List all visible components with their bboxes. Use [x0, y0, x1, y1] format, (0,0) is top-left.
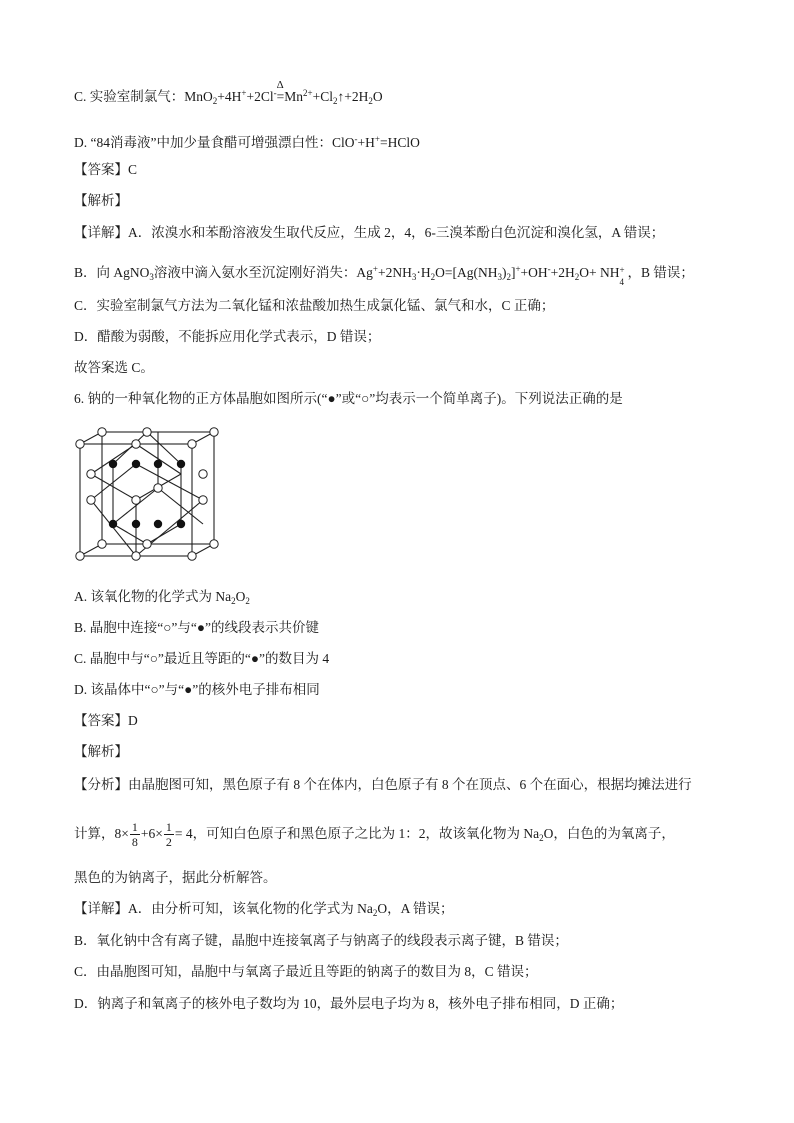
ammonium-indices	[619, 265, 628, 287]
q5-option-d-text: D. “84消毒液”中加少量食醋可增强漂白性：ClO	[74, 135, 355, 150]
eq-term: O	[372, 89, 383, 104]
q5-conclusion: 故答案选 C。	[74, 360, 154, 375]
q5-option-d	[74, 130, 420, 152]
numerator: 1	[165, 820, 172, 835]
q5-answer	[74, 161, 137, 179]
q6-detail-b: B．氧化钠中含有离子键，晶胞中连接氧离子与钠离子的线段表示离子键，B 错误；	[74, 933, 568, 948]
text: 【详解】A．由分析可知，该氧化物的化学式为 Na	[74, 901, 373, 916]
text: O=[Ag(NH	[435, 265, 498, 280]
q6-analysis-label: 【解析】	[74, 744, 128, 759]
subscript: 2	[372, 908, 378, 918]
delta-symbol: Δ	[276, 79, 284, 91]
superscript: -	[547, 264, 551, 274]
subscript: 2	[231, 596, 236, 606]
subscript: 2	[574, 272, 580, 282]
crystal-lattice-diagram	[74, 424, 224, 574]
subscript: 4	[619, 277, 625, 287]
denominator: 8	[131, 835, 138, 850]
text: O+ NH	[579, 265, 620, 280]
answer-value: C	[128, 162, 138, 177]
text: = 4，可知白色原子和黑色原子之比为 1：2，故该氧化物为 Na	[174, 826, 540, 841]
lattice-edges	[80, 432, 214, 556]
q6-analysis-2	[74, 820, 675, 852]
answer-label: 【答案】	[74, 162, 128, 177]
q6-detail-d: D．钠离子和氧离子的核外电子数均为 10，最外层电子均为 8，核外电子排布相同，D 正确；	[74, 996, 624, 1011]
subscript: 3	[149, 272, 154, 282]
text: 计算，8×	[74, 826, 129, 841]
subscript: 3	[497, 272, 502, 282]
text: +6×	[140, 826, 163, 841]
subscript: 2	[212, 96, 218, 106]
superscript: -	[273, 88, 277, 98]
text: +OH	[520, 265, 548, 280]
eq-term: +H	[357, 135, 375, 150]
q6-option-a	[74, 588, 250, 610]
text: )	[501, 265, 507, 280]
text: B．向 AgNO	[74, 265, 150, 280]
eq-term: +Cl	[312, 89, 333, 104]
text: O，A 错误；	[377, 901, 454, 916]
eq-term: ↑+2H	[337, 89, 369, 104]
numerator: 1	[131, 820, 138, 835]
text: A. 该氧化物的化学式为 Na	[74, 589, 232, 604]
q5-analysis-label: 【解析】	[74, 193, 128, 208]
q6-answer	[74, 712, 138, 730]
fraction-one-half	[164, 820, 174, 849]
eq-term: +2Cl	[246, 89, 274, 104]
superscript: +	[619, 265, 625, 275]
text: O	[235, 589, 246, 604]
subscript: 2	[245, 596, 250, 606]
subscript: 2	[332, 96, 338, 106]
q6-detail-a	[74, 900, 454, 922]
eq-term: MnO	[184, 89, 213, 104]
q6-option-b: B. 晶胞中连接“○”与“●”的线段表示共价键	[74, 620, 320, 635]
text: ，B 错误；	[627, 265, 694, 280]
q5-option-c-prefix: C. 实验室制氯气：	[74, 89, 185, 104]
q6-analysis-1: 【分析】由晶胞图可知，黑色原子有 8 个在体内，白色原子有 8 个在顶点、6 个在面心，根据均摊法进行	[74, 777, 692, 792]
q6-option-c: C. 晶胞中与“○”最近且等距的“●”的数目为 4	[74, 651, 330, 666]
text: 溶液中滴入氨水至沉淀刚好消失：Ag	[153, 265, 373, 280]
equals-sign: =	[276, 89, 285, 104]
superscript: -	[354, 134, 358, 144]
superscript: +	[372, 264, 378, 274]
q6-stem: 6. 钠的一种氧化物的正方体晶胞如图所示(“●”或“○”均表示一个简单离子)。下列说法正确的是	[74, 391, 623, 406]
q5-option-c	[74, 79, 383, 110]
text: +2H	[550, 265, 575, 280]
text: ]	[510, 265, 516, 280]
text: ·H	[416, 265, 431, 280]
q5-detail-c: C．实验室制氯气方法为二氧化锰和浓盐酸加热生成氯化锰、氯气和水，C 正确；	[74, 298, 555, 313]
eq-term: +4H	[217, 89, 242, 104]
subscript: 2	[368, 96, 373, 106]
subscript: 3	[411, 272, 417, 282]
answer-value: D	[128, 713, 138, 728]
superscript: 2+	[303, 88, 313, 98]
q6-detail-c: C．由晶胞图可知，晶胞中与氧离子最近且等距的钠离子的数目为 8，C 错误；	[74, 964, 538, 979]
q6-option-d: D. 该晶体中“○”与“●”的核外电子排布相同	[74, 682, 320, 697]
eq-term: =HClO	[379, 135, 420, 150]
q5-detail-a: 【详解】A．浓溴水和苯酚溶液发生取代反应，生成 2，4，6-三溴苯酚白色沉淀和溴化氢，A 错误；	[74, 225, 665, 240]
subscript: 2	[539, 833, 544, 843]
q5-detail-d: D．醋酸为弱酸，不能拆应用化学式表示，D 错误；	[74, 329, 381, 344]
answer-label: 【答案】	[74, 713, 128, 728]
text: +2NH	[377, 265, 412, 280]
denominator: 2	[165, 835, 172, 850]
superscript: +	[241, 88, 247, 98]
subscript: 2	[506, 272, 511, 282]
heating-arrow	[276, 79, 285, 106]
subscript: 2	[430, 272, 436, 282]
superscript: +	[374, 134, 380, 144]
q5-detail-b	[74, 260, 694, 286]
fraction-one-eighth	[130, 820, 140, 849]
superscript: +	[515, 264, 521, 274]
text: O，白色的为氧离子，	[543, 826, 675, 841]
eq-term: Mn	[284, 89, 303, 104]
q6-analysis-3: 黑色的为钠离子，据此分析解答。	[74, 870, 277, 885]
